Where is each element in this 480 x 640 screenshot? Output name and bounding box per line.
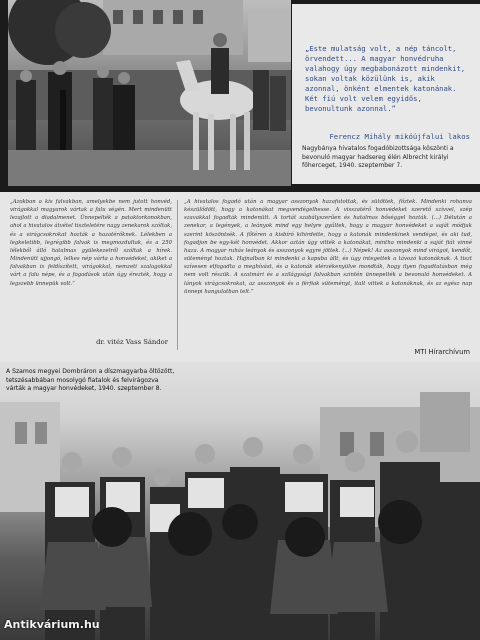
photo-villagers-welcome-image bbox=[0, 362, 480, 640]
quote-author: Ferencz Mihály mikóújfalui lakos bbox=[329, 132, 470, 141]
quote-text: „Este mulatság volt, a nép táncolt, örvendett... A magyar honvédruha valahogy úgy megbabonázott mindenkit, sokan voltak közülünk is, akik azonnal, önként elmentek katonának. Két fiú volt velem egyidős, bevonultunk azonnal.” bbox=[305, 44, 466, 113]
watermark-logo: Antikvárium.hu bbox=[4, 618, 100, 631]
photo-welcome-committee bbox=[8, 0, 291, 186]
left-column-text: „Azokban a kis falvakban, amelyekbe nem jutott honvéd, virágokkal magyarok vártak a falu végén. Mert mindenütt lezajlott a diadalmenet. Ünnepelték a pataktorkonokban, ahol a hivatalos átvétel tiszteletére nagy zenekarok szóltak, és a virágcsokrokat hozták a hazatérőknek. Lélekben a legkeletibb, legrégibb falvak is megmozdultak, és a 250 lélekből álló hatalmas gyülekezetről szóltak a hírek. Mindenütt ujjongó, lelkes nép várta a honvédeket, akiket a falvakban is feldíszített, virágokkal, nemzeti szalagokkal várt a falu népe, és a fogadások után úgy érezték, hogy a legszebb ünnepük volt.” bbox=[10, 199, 172, 287]
right-column-text: „A hivatalos fogadó után a magyar asszonyok hazafutottak, és sütöttek, főztek. Mindenki rohanva készülődött, hogy a katonákat megvendégelhesse. A visszatérő honvédeket szerető szívvel, szép szavakkal fogadták mindenütt. A tortát szabályszerűen és hatalmas bőséggel hozták. (...) Délután a zenekar, a legények, a leányok mind egy helyre gyűltek, hogy a magyar honvédeket a saját módjuk szerint köszöntsék. A főtéren a kisbíró kihirdette, hogy a katonák mindenkinek vendégei, és aki tud, fogadjon be egy-két honvédet. Akkor aztán úgy vitték a katonákat, mintha mindenki a saját fiát vinné haza. A magyar ruhás leányok és asszonyok egyre jöttek. (...) Népek! Az asszonyok mind virágot, kendőt, süteményt hoztak. Hajnalban ki mindenki a kapuba állt, és úgy integettek a távozó katonáknak. A tiszt szívesen elfogadta a meghívást, és a katonák elérzékenyülve mondták, hogy ilyen fogadtatásban még nem volt részük. A szatmári és a szilágysági falvakban szintén ünnepelték a bevonuló honvédeket. A lányok virágcsokrokat, az asszonyok és a férfiak süteményt, italt vittek a katonáknak, és az egész nap ünnepi hangulatban telt.” bbox=[184, 199, 472, 295]
right-column-signature: MTI Hírarchívum bbox=[414, 348, 470, 356]
photo-villagers-welcome bbox=[0, 362, 480, 640]
column-divider bbox=[177, 200, 178, 350]
caption-bottom-photo: A Szamos megyei Dombráron a díszmagyarba öltözött, tetszésabbában mosolygó fiatalok és felvirágozva várták a magyar honvédeket, 1940. szeptember 8. bbox=[6, 368, 175, 393]
left-column-signature: dr. vitéz Vass Sándor bbox=[96, 338, 168, 346]
caption-top-photo: Nagybánya hivatalos fogadóbizottsága köszönti a bevonuló magyar hadsereg élén Albrecht királyi főherceget, 1940. szeptember 7. bbox=[302, 145, 454, 170]
photo-welcome-committee-image bbox=[8, 0, 291, 186]
